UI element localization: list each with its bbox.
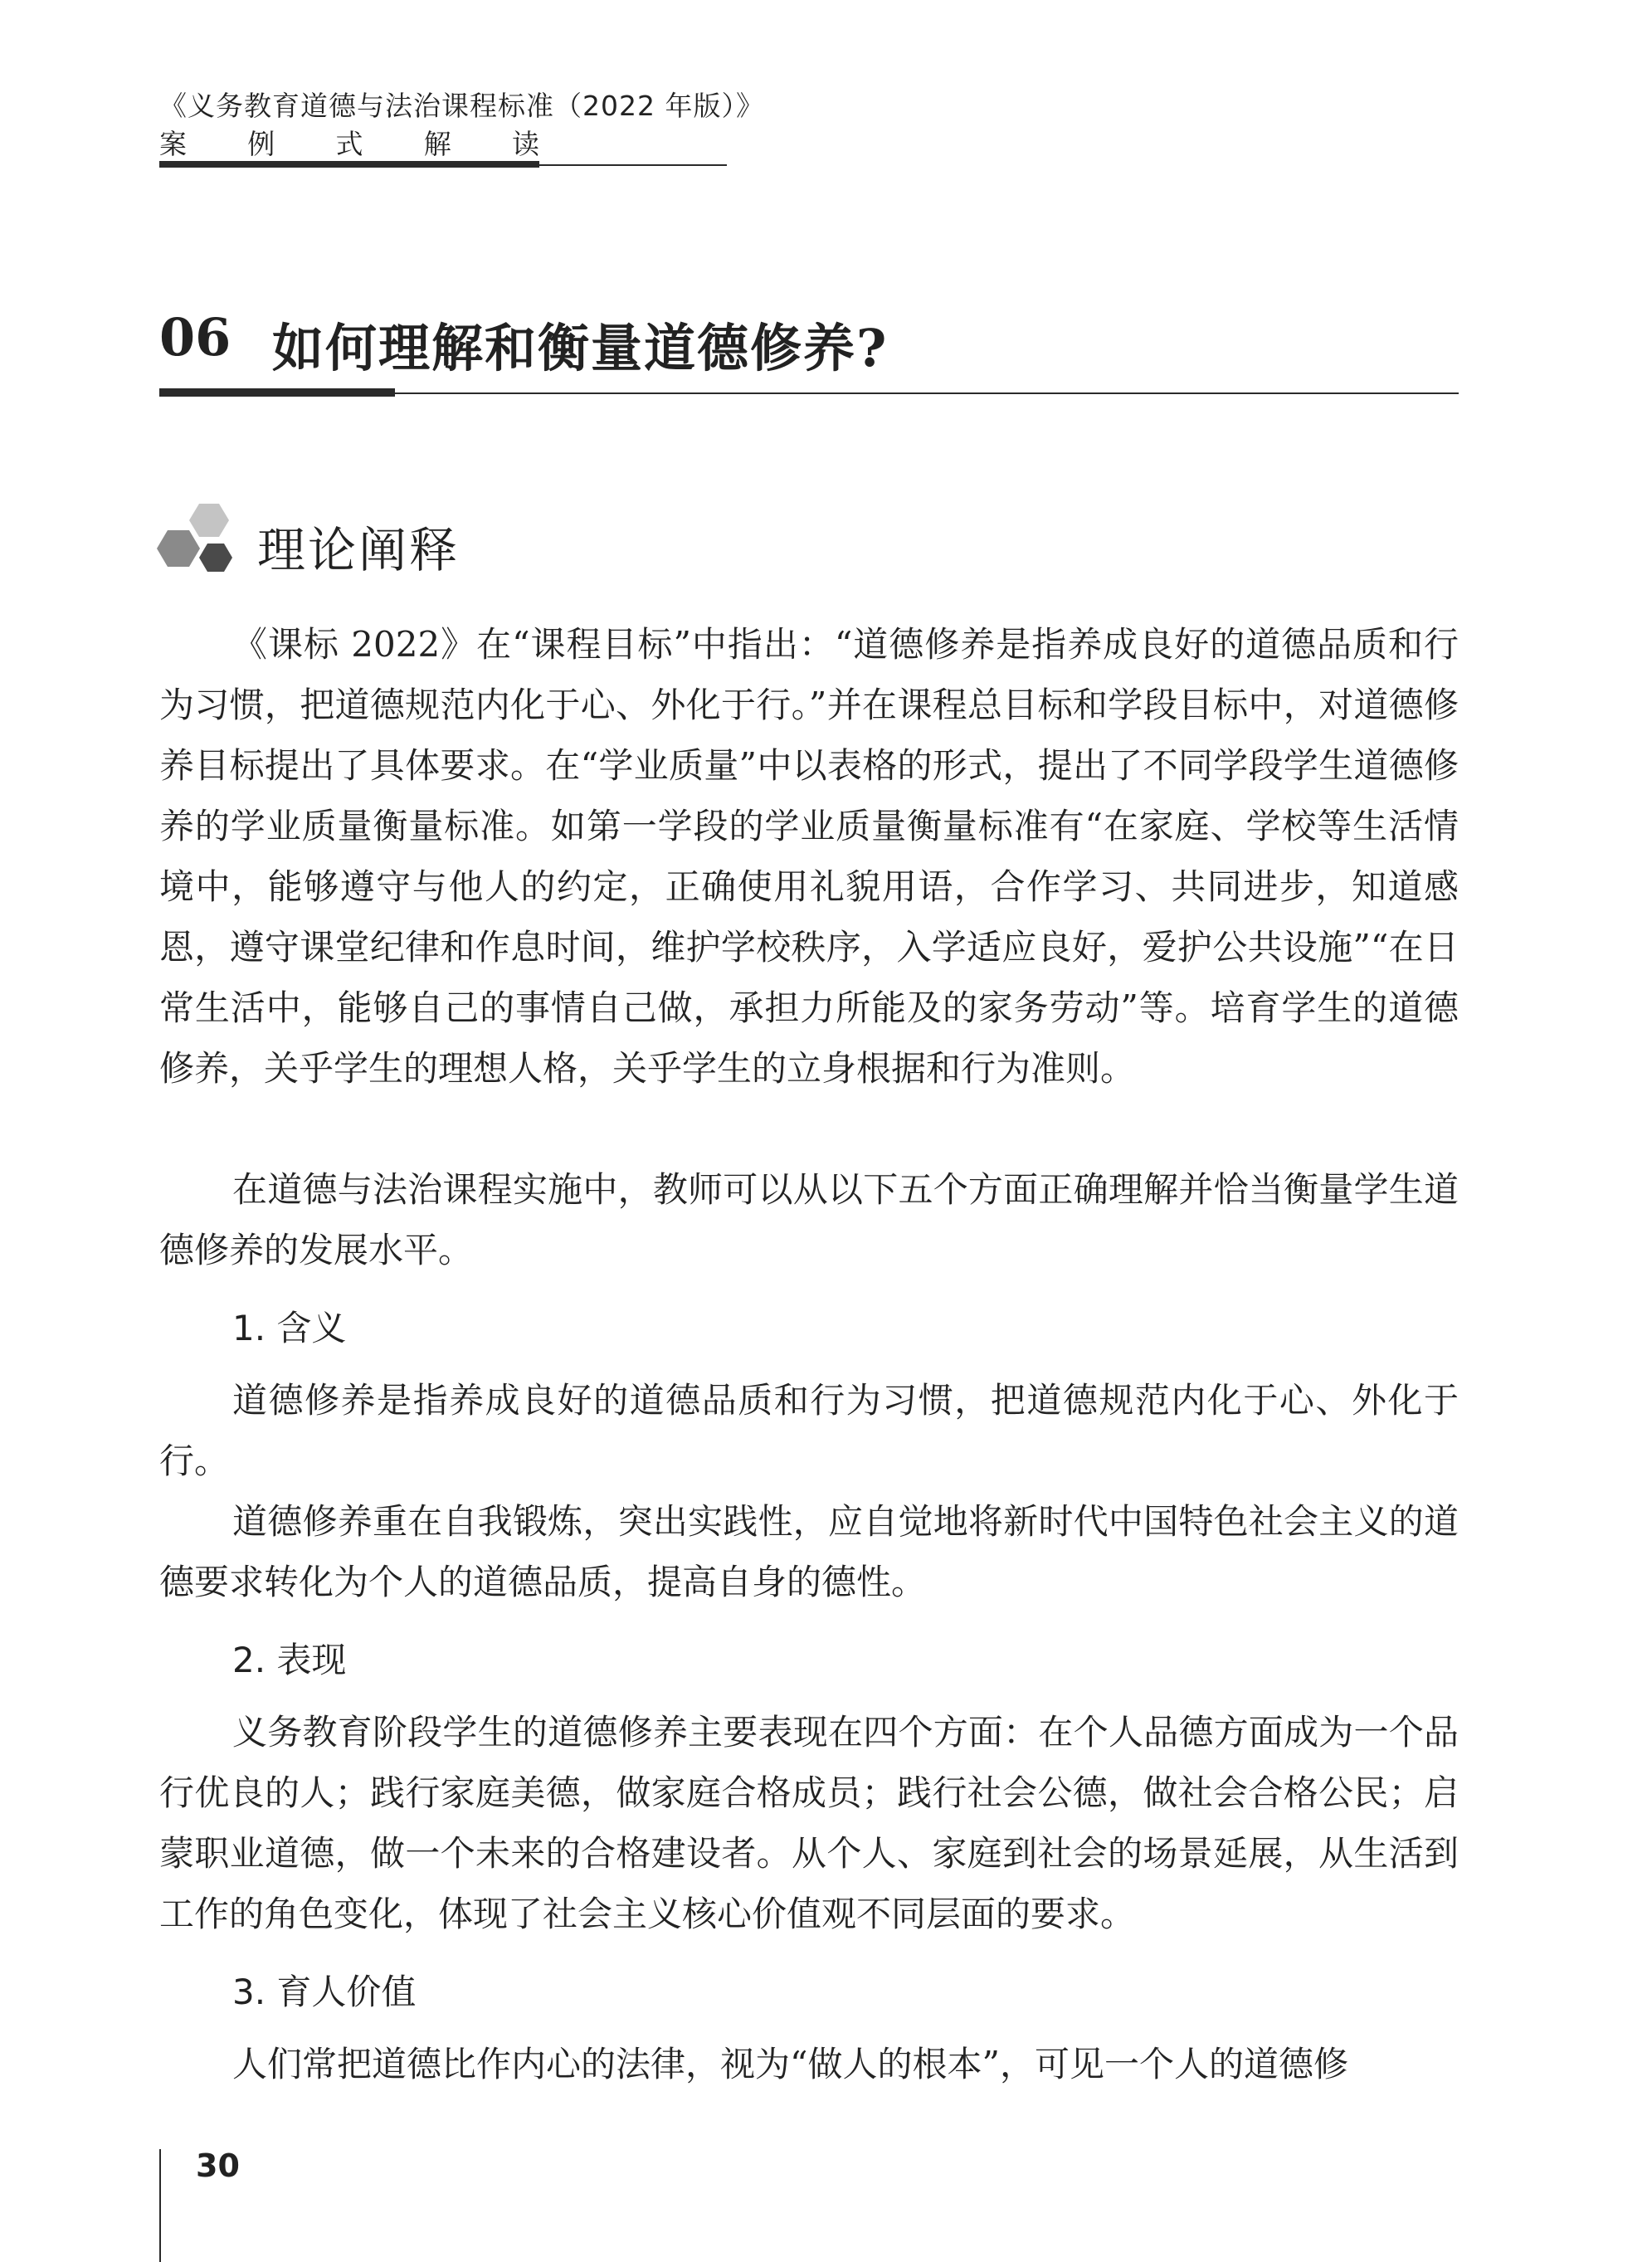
footer-rule bbox=[159, 2149, 161, 2262]
paragraph-meaning-2: 道德修养重在自我锻炼，突出实践性，应自觉地将新时代中国特色社会主义的道德要求转化为个人的道德品质，提高自身的德性。 bbox=[159, 1501, 1459, 1602]
paragraph-method: 在道德与法治课程实施中，教师可以从以下五个方面正确理解并恰当衡量学生道德修养的发展水平。 bbox=[159, 1169, 1459, 1270]
subheading-value: 3. 育人价值 bbox=[232, 1972, 417, 2012]
subtitle-char: 解 bbox=[423, 128, 451, 160]
paragraph-intro: 《课标 2022》在“课程目标”中指出：“道德修养是指养成良好的道德品质和行为习惯，把道德规范内化于心、外化于行。”并在课程总目标和学段目标中，对道德修养目标提出了具体要求。在“学业质量”中以表格的形式，提出了不同学段学生道德修养的学业质量衡量标准。如第一学段的学业质量衡量标准有“在家庭、学校等生活情境中，能够遵守与他人的约定，正确使用礼貌用语，合作学习、共同进步，知道感恩，遵守课堂纪律和作息时间，维护学校秩序，入学适应良好，爱护公共设施”“在日常生活中，能够自己的事情自己做，承担力所能及的家务劳动”等。培育学生的道德修养，关乎学生的理想人格，关乎学生的立身根据和行为准则。 bbox=[159, 624, 1459, 1089]
chapter-rule-thin bbox=[395, 392, 1459, 394]
chapter-title: 如何理解和衡量道德修养? bbox=[272, 318, 889, 378]
subtitle-char: 式 bbox=[335, 128, 363, 160]
running-header-title: 《义务教育道德与法治课程标准（2022 年版）》 bbox=[159, 90, 764, 122]
subtitle-char: 例 bbox=[247, 128, 275, 160]
header-rule-thin bbox=[539, 164, 727, 166]
chapter-rule-thick bbox=[159, 388, 395, 397]
section-title: 理论阐释 bbox=[257, 522, 461, 578]
page-number: 30 bbox=[196, 2147, 240, 2184]
subheading-meaning: 1. 含义 bbox=[232, 1308, 347, 1348]
paragraph-performance: 义务教育阶段学生的道德修养主要表现在四个方面：在个人品德方面成为一个品行优良的人；践行家庭美德，做家庭合格成员；践行社会公德，做社会合格公民；启蒙职业道德，做一个未来的合格建设者。从个人、家庭到社会的场景延展，从生活到工作的角色变化，体现了社会主义核心价值观不同层面的要求。 bbox=[159, 1712, 1459, 1934]
header-rule-thick bbox=[159, 161, 539, 168]
hexagon-cluster-icon bbox=[156, 502, 239, 578]
subheading-performance: 2. 表现 bbox=[232, 1640, 347, 1680]
chapter-number: 06 bbox=[159, 307, 231, 368]
subtitle-char: 读 bbox=[512, 128, 539, 160]
running-header-subtitle bbox=[159, 123, 539, 162]
paragraph-meaning-1: 道德修养是指养成良好的道德品质和行为习惯，把道德规范内化于心、外化于行。 bbox=[159, 1380, 1459, 1481]
subtitle-char: 案 bbox=[159, 128, 187, 160]
paragraph-value: 人们常把道德比作内心的法律，视为“做人的根本”，可见一个人的道德修 bbox=[232, 2044, 1348, 2084]
